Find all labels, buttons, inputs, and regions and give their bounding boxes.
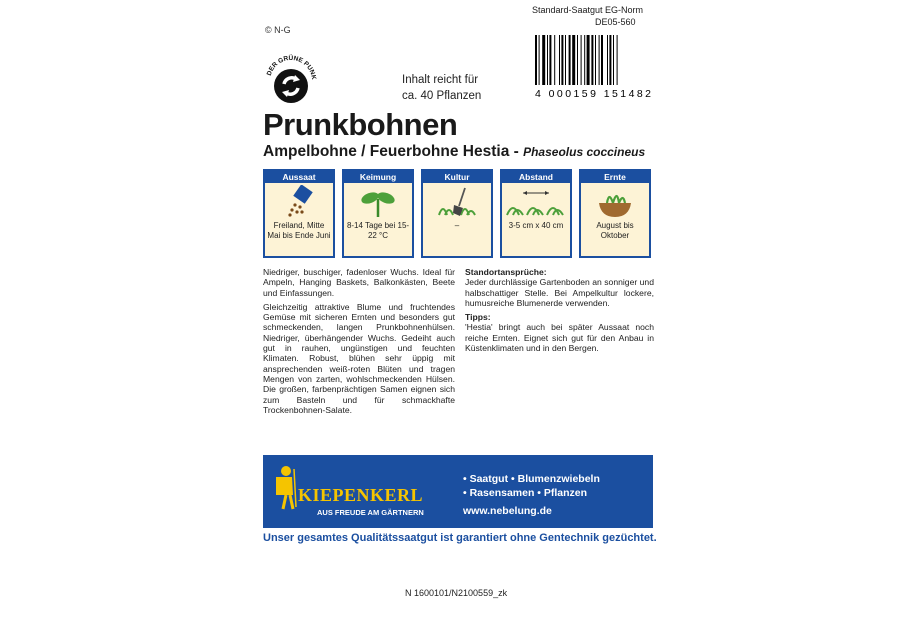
kiepenkerl-figure-logo <box>272 463 298 511</box>
gruener-punkt-logo <box>262 52 320 110</box>
latin-name: Phaseolus coccineus <box>523 145 646 159</box>
barcode <box>533 33 653 100</box>
seed-packet-icon <box>279 185 319 219</box>
card-header: Abstand <box>502 171 570 183</box>
card-header: Aussaat <box>265 171 333 183</box>
spade-icon <box>435 185 479 219</box>
product-subtitle <box>263 143 645 161</box>
requirements-paragraph: Jeder durchlässige Gartenboden an sonniger und halbschattiger Stelle. Bei Ampelkultur lockere, humusreiche Blumenerde verwenden. <box>465 277 654 308</box>
copyright-label: © N-G <box>265 25 291 35</box>
description-paragraph: Niedriger, buschiger, fadenloser Wuchs. Ideal für Ampeln, Hanging Baskets, Balkonkästen, Beete und Einfassungen. <box>263 267 455 298</box>
variety-name: Ampelbohne / Feuerbohne Hestia - <box>263 143 519 160</box>
banner-products-line2: • Rasensamen • Pflanzen <box>463 487 588 499</box>
tips-paragraph: 'Hestia' bringt auch bei später Aussaat noch reiche Ernten. Eignet sich gut für den Anbau in Küstenklimaten und in den Bergen. <box>465 322 654 354</box>
product-title: Prunkbohnen <box>263 107 458 142</box>
banner-products-line1: • Saatgut • Blumenzwiebeln <box>463 473 600 485</box>
card-text: 8-14 Tage bei 15-22 °C <box>346 221 410 240</box>
harvest-bowl-icon <box>593 185 637 219</box>
requirements-column <box>465 267 654 357</box>
card-aussaat <box>263 169 335 258</box>
document-number: N 1600101/N2100559_zk <box>405 588 508 598</box>
description-column <box>263 267 455 419</box>
card-keimung <box>342 169 414 258</box>
card-text: Freiland, Mitte Mai bis Ende Juni <box>267 221 331 240</box>
card-header: Keimung <box>344 171 412 183</box>
gmo-free-note: Unser gesamtes Qualitätssaatgut ist garantiert ohne Gentechnik gezüchtet. <box>263 532 657 544</box>
content-info <box>402 72 481 104</box>
card-abstand <box>500 169 572 258</box>
card-header: Ernte <box>581 171 649 183</box>
card-header: Kultur <box>423 171 491 183</box>
card-kultur <box>421 169 493 258</box>
barcode-number: 4 000159 151482 <box>535 88 651 100</box>
card-text: 3-5 cm x 40 cm <box>508 221 564 230</box>
svg-text:DER GRÜNE PUNKT: DER GRÜNE PUNK <box>265 54 318 81</box>
content-info-line2: ca. 40 Pflanzen <box>402 90 482 102</box>
section-heading: Tipps: <box>465 312 491 323</box>
website-link[interactable]: www.nebelung.de <box>463 505 552 517</box>
brand-name: KIEPENKERL <box>298 485 424 505</box>
standard-label: Standard-Saatgut EG-Norm <box>532 5 644 15</box>
card-text: August bis Oktober <box>596 221 634 240</box>
card-ernte <box>579 169 651 258</box>
card-text: – <box>454 221 460 230</box>
description-paragraph: Gleichzeitig attraktive Blume und fruchtendes Gemüse mit sicheren Ernten und besonders gut schmeckenden, langen Prunkbohnenhülsen. Niedriger, überhängender Wuchs. Gedeiht auch gut in rauhen, ungünstigen und feuchten Klimaten. Robust, blühen sehr üppig mit ansprechenden weiß-roten Blüten und tragen Mengen von zarten, wohlschmeckenden Hülsen. Die großen, farbenprächtigen Samen eignen sich zum Basteln und für schmackhafte Trockenbohnen-Salate. <box>263 301 455 415</box>
spacing-icon <box>503 185 569 219</box>
brand-tagline: AUS FREUDE AM GÄRTNERN <box>317 508 424 517</box>
content-info-line1: Inhalt reicht für <box>402 74 479 86</box>
section-heading: Standortansprüche: <box>465 267 547 277</box>
seedling-icon <box>358 185 398 219</box>
standard-code: DE05-560 <box>595 17 636 27</box>
